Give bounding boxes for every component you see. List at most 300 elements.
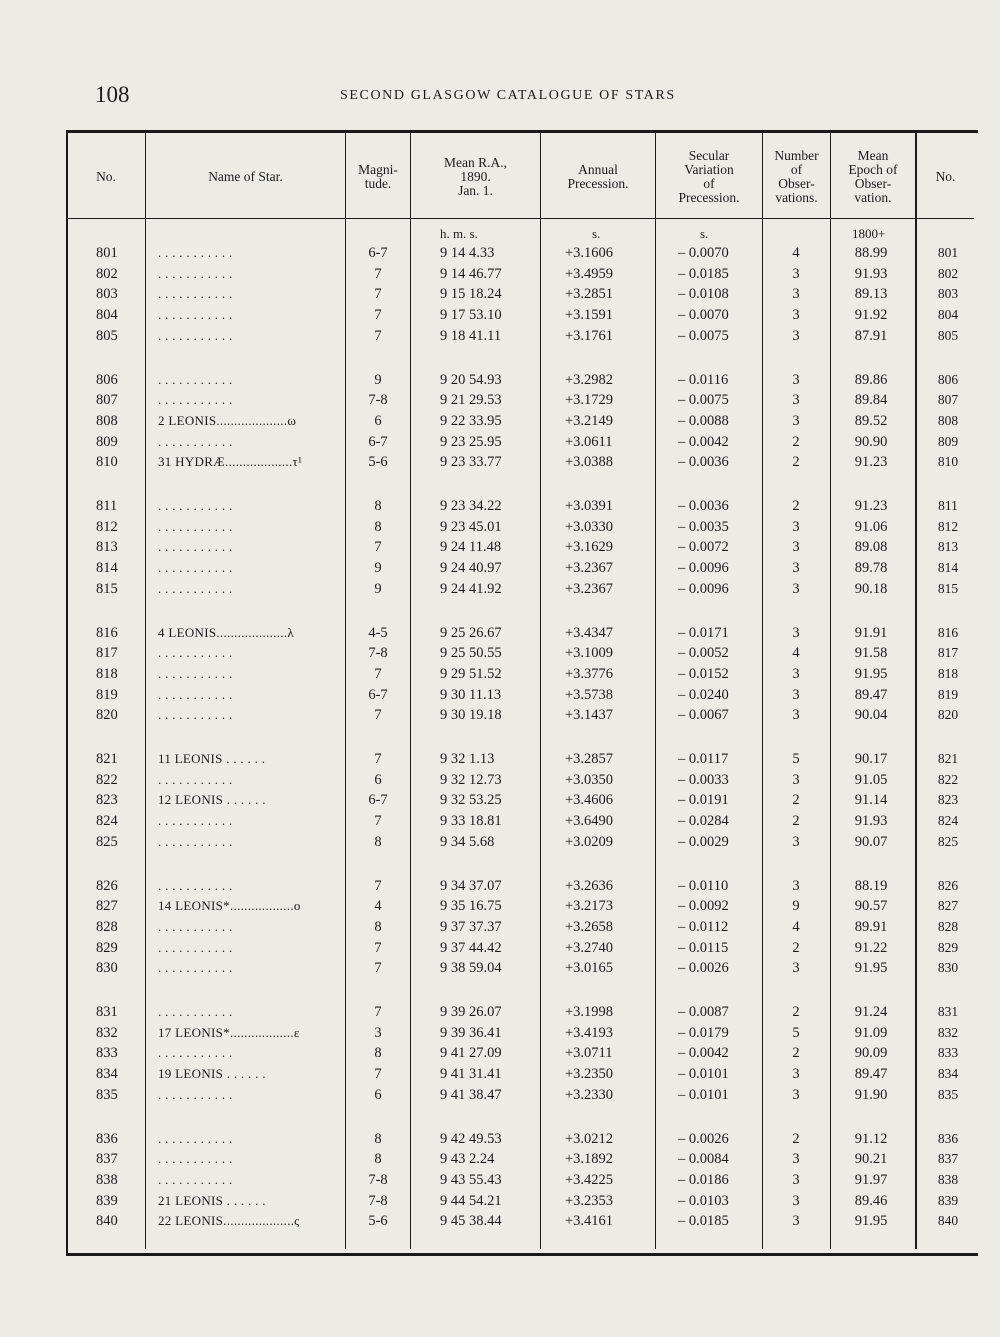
- row-number-right: 827: [937, 898, 959, 914]
- header-ra: Mean R.A., 1890. Jan. 1.: [444, 155, 507, 198]
- secular-variation: – 0.0070: [678, 245, 729, 261]
- secular-variation: – 0.0096: [678, 560, 729, 577]
- mean-epoch: 91.93: [854, 265, 888, 282]
- magnitude: 9: [374, 560, 382, 577]
- mean-epoch: 89.46: [854, 1192, 888, 1209]
- row-number: 817: [96, 645, 118, 662]
- magnitude: 6-7: [368, 792, 388, 809]
- observation-count: 3: [792, 833, 800, 850]
- magnitude: 3: [374, 1024, 382, 1041]
- annual-precession: +3.2367: [565, 560, 614, 577]
- annual-precession: +3.1629: [565, 539, 614, 556]
- annual-precession: +3.0711: [565, 1045, 613, 1062]
- column-rule: [915, 131, 917, 1249]
- mean-epoch: 88.99: [854, 245, 888, 261]
- observation-count: 3: [792, 286, 800, 303]
- mean-ra: 9 23 33.77: [440, 454, 502, 471]
- row-number: 838: [96, 1171, 118, 1188]
- mean-epoch: 91.24: [854, 1004, 888, 1020]
- row-number: 822: [96, 771, 118, 788]
- observation-count: 2: [792, 813, 800, 830]
- row-number-right: 804: [937, 307, 959, 323]
- secular-variation: – 0.0042: [678, 1045, 729, 1062]
- observation-count: 3: [792, 624, 800, 641]
- magnitude: 7: [374, 960, 382, 977]
- row-number: 807: [96, 392, 118, 409]
- mean-ra: 9 39 26.07: [440, 1004, 502, 1020]
- secular-variation: – 0.0052: [678, 645, 729, 662]
- row-number: 836: [96, 1130, 118, 1147]
- mean-epoch: 90.04: [854, 707, 888, 724]
- magnitude: 8: [374, 918, 382, 935]
- mean-ra: 9 45 38.44: [440, 1213, 502, 1230]
- column-rule: [655, 131, 656, 1249]
- magnitude: 7: [374, 286, 382, 303]
- mean-ra: 9 24 40.97: [440, 560, 502, 577]
- magnitude: 7: [374, 939, 382, 956]
- annual-precession: +3.0391: [565, 498, 614, 514]
- observation-count: 5: [792, 1024, 800, 1041]
- star-name: . . . . . . . . . . .: [158, 580, 233, 596]
- row-number-right: 829: [937, 939, 959, 955]
- magnitude: 4-5: [368, 624, 388, 641]
- row-number-right: 810: [937, 454, 959, 470]
- mean-epoch: 89.52: [854, 412, 888, 429]
- row-number-right: 807: [937, 392, 959, 408]
- annual-precession: +3.0350: [565, 771, 614, 788]
- star-name: . . . . . . . . . . .: [158, 686, 233, 702]
- row-number: 830: [96, 960, 118, 977]
- annual-precession: +3.2173: [565, 898, 614, 915]
- observation-count: 3: [792, 1171, 800, 1188]
- secular-variation: – 0.0075: [678, 327, 729, 344]
- secular-variation: – 0.0115: [678, 939, 729, 956]
- star-name: . . . . . . . . . . .: [158, 665, 233, 681]
- row-number: 803: [96, 286, 118, 303]
- row-number-right: 814: [937, 560, 959, 576]
- magnitude: 5-6: [368, 1213, 388, 1230]
- secular-variation: – 0.0179: [678, 1024, 729, 1041]
- row-number: 815: [96, 580, 118, 597]
- row-number: 812: [96, 518, 118, 535]
- secular-variation: – 0.0103: [678, 1192, 729, 1209]
- star-name: . . . . . . . . . . .: [158, 833, 233, 849]
- star-name: . . . . . . . . . . .: [158, 1045, 233, 1061]
- mean-epoch: 91.92: [854, 307, 888, 324]
- star-name: . . . . . . . . . . .: [158, 307, 233, 323]
- magnitude: 7: [374, 539, 382, 556]
- magnitude: 7: [374, 307, 382, 324]
- mean-ra: 9 41 38.47: [440, 1086, 502, 1103]
- mean-epoch: 89.86: [854, 371, 888, 388]
- column-rule: [145, 131, 146, 1249]
- mean-epoch: 91.23: [854, 498, 888, 514]
- observation-count: 2: [792, 1045, 800, 1062]
- header-rule: [67, 218, 974, 219]
- row-number-right: 823: [937, 792, 959, 808]
- row-number-right: 824: [937, 813, 959, 829]
- mean-ra: 9 32 1.13: [440, 751, 495, 767]
- annual-precession: +3.4959: [565, 265, 614, 282]
- mean-epoch: 91.23: [854, 454, 888, 471]
- star-name: . . . . . . . . . . .: [158, 371, 233, 387]
- star-name: . . . . . . . . . . .: [158, 707, 233, 723]
- mean-epoch: 91.05: [854, 771, 888, 788]
- magnitude: 8: [374, 498, 382, 514]
- unit-precession: s.: [592, 226, 601, 241]
- annual-precession: +3.2367: [565, 580, 614, 597]
- annual-precession: +3.4161: [565, 1213, 614, 1230]
- annual-precession: +3.2353: [565, 1192, 614, 1209]
- observation-count: 3: [792, 1086, 800, 1103]
- observation-count: 4: [792, 918, 800, 935]
- annual-precession: +3.2658: [565, 918, 614, 935]
- magnitude: 7: [374, 1066, 382, 1083]
- secular-variation: – 0.0036: [678, 498, 729, 514]
- observation-count: 3: [792, 518, 800, 535]
- annual-precession: +3.4606: [565, 792, 614, 809]
- row-number-right: 802: [937, 265, 959, 281]
- running-head: SECOND GLASGOW CATALOGUE OF STARS: [340, 88, 676, 103]
- mean-epoch: 91.95: [854, 960, 888, 977]
- annual-precession: +3.3776: [565, 665, 614, 682]
- star-name: 31 HYDRÆ...................τ¹: [158, 454, 303, 470]
- star-name: . . . . . . . . . . .: [158, 813, 233, 829]
- row-number: 824: [96, 813, 118, 830]
- annual-precession: +3.4225: [565, 1171, 614, 1188]
- magnitude: 7-8: [368, 392, 388, 409]
- secular-variation: – 0.0084: [678, 1151, 729, 1168]
- row-number-right: 813: [937, 539, 959, 555]
- row-number: 805: [96, 327, 118, 344]
- annual-precession: +3.1606: [565, 245, 614, 261]
- secular-variation: – 0.0116: [678, 371, 729, 388]
- row-number-right: 806: [937, 371, 959, 387]
- observation-count: 2: [792, 939, 800, 956]
- magnitude: 6: [374, 412, 382, 429]
- mean-ra: 9 34 5.68: [440, 833, 495, 850]
- column-rule: [830, 131, 831, 1249]
- row-number: 819: [96, 686, 118, 703]
- row-number: 825: [96, 833, 118, 850]
- secular-variation: – 0.0186: [678, 1171, 729, 1188]
- annual-precession: +3.0388: [565, 454, 614, 471]
- secular-variation: – 0.0075: [678, 392, 729, 409]
- magnitude: 5-6: [368, 454, 388, 471]
- observation-count: 3: [792, 960, 800, 977]
- mean-epoch: 89.47: [854, 1066, 888, 1083]
- row-number: 829: [96, 939, 118, 956]
- annual-precession: +3.2857: [565, 751, 614, 767]
- mean-ra: 9 23 25.95: [440, 433, 502, 450]
- column-rule: [540, 131, 541, 1249]
- magnitude: 8: [374, 833, 382, 850]
- mean-ra: 9 15 18.24: [440, 286, 502, 303]
- magnitude: 7: [374, 707, 382, 724]
- row-number: 816: [96, 624, 118, 641]
- observation-count: 3: [792, 560, 800, 577]
- row-number-right: 819: [937, 686, 959, 702]
- row-number: 834: [96, 1066, 118, 1083]
- observation-count: 2: [792, 1130, 800, 1147]
- star-name: . . . . . . . . . . .: [158, 918, 233, 934]
- row-number: 823: [96, 792, 118, 809]
- row-number-right: 820: [937, 707, 959, 723]
- secular-variation: – 0.0092: [678, 898, 729, 915]
- row-number-right: 835: [937, 1086, 959, 1102]
- row-number: 808: [96, 412, 118, 429]
- row-number-right: 809: [937, 433, 959, 449]
- star-name: 4 LEONIS....................λ: [158, 624, 294, 640]
- annual-precession: +3.0209: [565, 833, 614, 850]
- mean-epoch: 87.91: [854, 327, 888, 344]
- magnitude: 6: [374, 771, 382, 788]
- star-name: . . . . . . . . . . .: [158, 939, 233, 955]
- secular-variation: – 0.0036: [678, 454, 729, 471]
- observation-count: 3: [792, 877, 800, 894]
- magnitude: 8: [374, 1130, 382, 1147]
- row-number: 814: [96, 560, 118, 577]
- observation-count: 3: [792, 1213, 800, 1230]
- observation-count: 2: [792, 498, 800, 514]
- annual-precession: +3.1437: [565, 707, 614, 724]
- annual-precession: +3.1009: [565, 645, 614, 662]
- secular-variation: – 0.0042: [678, 433, 729, 450]
- row-number: 806: [96, 371, 118, 388]
- magnitude: 4: [374, 898, 382, 915]
- secular-variation: – 0.0110: [678, 877, 729, 894]
- secular-variation: – 0.0067: [678, 707, 729, 724]
- star-name: . . . . . . . . . . .: [158, 1004, 233, 1019]
- mean-ra: 9 41 27.09: [440, 1045, 502, 1062]
- mean-epoch: 90.07: [854, 833, 888, 850]
- annual-precession: +3.0330: [565, 518, 614, 535]
- mean-ra: 9 23 34.22: [440, 498, 502, 514]
- header-magnitude: Magni- tude.: [358, 162, 398, 191]
- row-number: 833: [96, 1045, 118, 1062]
- mean-ra: 9 42 49.53: [440, 1130, 502, 1147]
- row-number-right: 830: [937, 960, 959, 976]
- secular-variation: – 0.0284: [678, 813, 729, 830]
- star-name: 17 LEONIS*..................ε: [158, 1024, 300, 1040]
- column-rule: [762, 131, 763, 1249]
- star-name: 2 LEONIS....................ω: [158, 412, 297, 428]
- magnitude: 9: [374, 371, 382, 388]
- header-no: No.: [96, 169, 116, 184]
- mean-epoch: 91.22: [854, 939, 888, 956]
- row-number-right: 803: [937, 286, 959, 302]
- secular-variation: – 0.0112: [678, 918, 729, 935]
- mean-ra: 9 24 41.92: [440, 580, 502, 597]
- mean-epoch: 91.90: [854, 1086, 888, 1103]
- mean-epoch: 91.09: [854, 1024, 888, 1041]
- observation-count: 3: [792, 327, 800, 344]
- annual-precession: +3.2982: [565, 371, 614, 388]
- observation-count: 3: [792, 307, 800, 324]
- observation-count: 3: [792, 412, 800, 429]
- secular-variation: – 0.0152: [678, 665, 729, 682]
- observation-count: 2: [792, 454, 800, 471]
- mean-ra: 9 24 11.48: [440, 539, 502, 556]
- row-number-right: 838: [937, 1171, 959, 1187]
- unit-ra: h. m. s.: [440, 226, 478, 241]
- row-number: 835: [96, 1086, 118, 1103]
- magnitude: 7-8: [368, 1171, 388, 1188]
- star-name: . . . . . . . . . . .: [158, 645, 233, 661]
- secular-variation: – 0.0171: [678, 624, 729, 641]
- secular-variation: – 0.0087: [678, 1004, 729, 1020]
- mean-ra: 9 17 53.10: [440, 307, 502, 324]
- mean-ra: 9 21 29.53: [440, 392, 502, 409]
- annual-precession: +3.0165: [565, 960, 614, 977]
- column-rule: [410, 131, 411, 1249]
- mean-ra: 9 20 54.93: [440, 371, 502, 388]
- mean-ra: 9 30 11.13: [440, 686, 502, 703]
- annual-precession: +3.2851: [565, 286, 614, 303]
- row-number-right: 805: [937, 327, 959, 343]
- row-number: 809: [96, 433, 118, 450]
- row-number: 820: [96, 707, 118, 724]
- row-number: 818: [96, 665, 118, 682]
- mean-epoch: 89.78: [854, 560, 888, 577]
- observation-count: 4: [792, 645, 800, 662]
- star-name: . . . . . . . . . . .: [158, 539, 233, 555]
- annual-precession: +3.1998: [565, 1004, 614, 1020]
- row-number-right: 816: [937, 624, 959, 640]
- mean-ra: 9 25 26.67: [440, 624, 502, 641]
- row-number: 811: [96, 498, 118, 514]
- star-name: 12 LEONIS . . . . . .: [158, 792, 266, 808]
- header-no-right: No.: [935, 169, 956, 184]
- row-number-right: 831: [937, 1004, 959, 1019]
- mean-epoch: 90.17: [854, 751, 888, 767]
- mean-ra: 9 37 37.37: [440, 918, 502, 935]
- secular-variation: – 0.0108: [678, 286, 729, 303]
- star-name: . . . . . . . . . . .: [158, 265, 233, 281]
- row-number: 826: [96, 877, 118, 894]
- magnitude: 6-7: [368, 433, 388, 450]
- observation-count: 3: [792, 392, 800, 409]
- header-secular: Secular Variation of Precession.: [678, 148, 740, 205]
- row-number: 813: [96, 539, 118, 556]
- header-observations: Number of Obser- vations.: [774, 148, 819, 205]
- secular-variation: – 0.0185: [678, 265, 729, 282]
- observation-count: 5: [792, 751, 800, 767]
- row-number-right: 834: [937, 1066, 959, 1082]
- magnitude: 6-7: [368, 245, 388, 261]
- mean-epoch: 89.13: [854, 286, 888, 303]
- annual-precession: +3.2636: [565, 877, 614, 894]
- observation-count: 2: [792, 1004, 800, 1020]
- magnitude: 7-8: [368, 1192, 388, 1209]
- secular-variation: – 0.0033: [678, 771, 729, 788]
- mean-ra: 9 32 12.73: [440, 771, 502, 788]
- mean-epoch: 90.09: [854, 1045, 888, 1062]
- row-number-right: 801: [937, 245, 959, 260]
- annual-precession: +3.0212: [565, 1130, 614, 1147]
- secular-variation: – 0.0185: [678, 1213, 729, 1230]
- mean-ra: 9 23 45.01: [440, 518, 502, 535]
- row-number: 837: [96, 1151, 118, 1168]
- star-name: . . . . . . . . . . .: [158, 1171, 233, 1187]
- row-number: 828: [96, 918, 118, 935]
- unit-secular: s.: [700, 226, 709, 241]
- row-number-right: 836: [937, 1130, 959, 1146]
- magnitude: 9: [374, 580, 382, 597]
- secular-variation: – 0.0240: [678, 686, 729, 703]
- observation-count: 3: [792, 580, 800, 597]
- magnitude: 7: [374, 751, 382, 767]
- mean-ra: 9 32 53.25: [440, 792, 502, 809]
- magnitude: 7: [374, 265, 382, 282]
- star-name: 11 LEONIS . . . . . .: [158, 751, 266, 766]
- mean-epoch: 89.84: [854, 392, 888, 409]
- mean-epoch: 91.97: [854, 1171, 888, 1188]
- mean-epoch: 91.06: [854, 518, 888, 535]
- observation-count: 3: [792, 686, 800, 703]
- secular-variation: – 0.0117: [678, 751, 729, 767]
- observation-count: 3: [792, 665, 800, 682]
- mean-ra: 9 33 18.81: [440, 813, 502, 830]
- star-name: . . . . . . . . . . .: [158, 433, 233, 449]
- magnitude: 8: [374, 1151, 382, 1168]
- star-name: . . . . . . . . . . .: [158, 1151, 233, 1167]
- secular-variation: – 0.0096: [678, 580, 729, 597]
- star-name: . . . . . . . . . . .: [158, 960, 233, 976]
- header-epoch: Mean Epoch of Obser- vation.: [848, 148, 898, 205]
- mean-ra: 9 29 51.52: [440, 665, 502, 682]
- magnitude: 7: [374, 813, 382, 830]
- magnitude: 7: [374, 877, 382, 894]
- row-number: 801: [96, 245, 118, 261]
- observation-count: 3: [792, 1192, 800, 1209]
- mean-epoch: 89.91: [854, 918, 888, 935]
- observation-count: 3: [792, 1151, 800, 1168]
- mean-ra: 9 25 50.55: [440, 645, 502, 662]
- row-number-right: 821: [937, 751, 959, 766]
- row-number-right: 817: [937, 645, 959, 661]
- star-name: 14 LEONIS*..................ο: [158, 898, 301, 914]
- magnitude: 7: [374, 665, 382, 682]
- secular-variation: – 0.0026: [678, 960, 729, 977]
- observation-count: 2: [792, 433, 800, 450]
- star-name: . . . . . . . . . . .: [158, 498, 233, 513]
- row-number-right: 815: [937, 580, 959, 596]
- row-number-right: 837: [937, 1151, 959, 1167]
- annual-precession: +3.6490: [565, 813, 614, 830]
- annual-precession: +3.0611: [565, 433, 613, 450]
- row-number-right: 840: [937, 1213, 959, 1229]
- row-number-right: 828: [937, 918, 959, 934]
- mean-epoch: 91.58: [854, 645, 888, 662]
- mean-epoch: 90.18: [854, 580, 888, 597]
- annual-precession: +3.2350: [565, 1066, 614, 1083]
- secular-variation: – 0.0101: [678, 1066, 729, 1083]
- observation-count: 3: [792, 371, 800, 388]
- observation-count: 9: [792, 898, 800, 915]
- row-number-right: 826: [937, 877, 959, 893]
- mean-ra: 9 30 19.18: [440, 707, 502, 724]
- row-number: 804: [96, 307, 118, 324]
- row-number-right: 832: [937, 1024, 959, 1040]
- mean-ra: 9 14 46.77: [440, 265, 502, 282]
- annual-precession: +3.2740: [565, 939, 614, 956]
- row-number: 821: [96, 751, 118, 767]
- mean-epoch: 91.93: [854, 813, 888, 830]
- star-name: . . . . . . . . . . .: [158, 392, 233, 408]
- observation-count: 3: [792, 539, 800, 556]
- observation-count: 3: [792, 707, 800, 724]
